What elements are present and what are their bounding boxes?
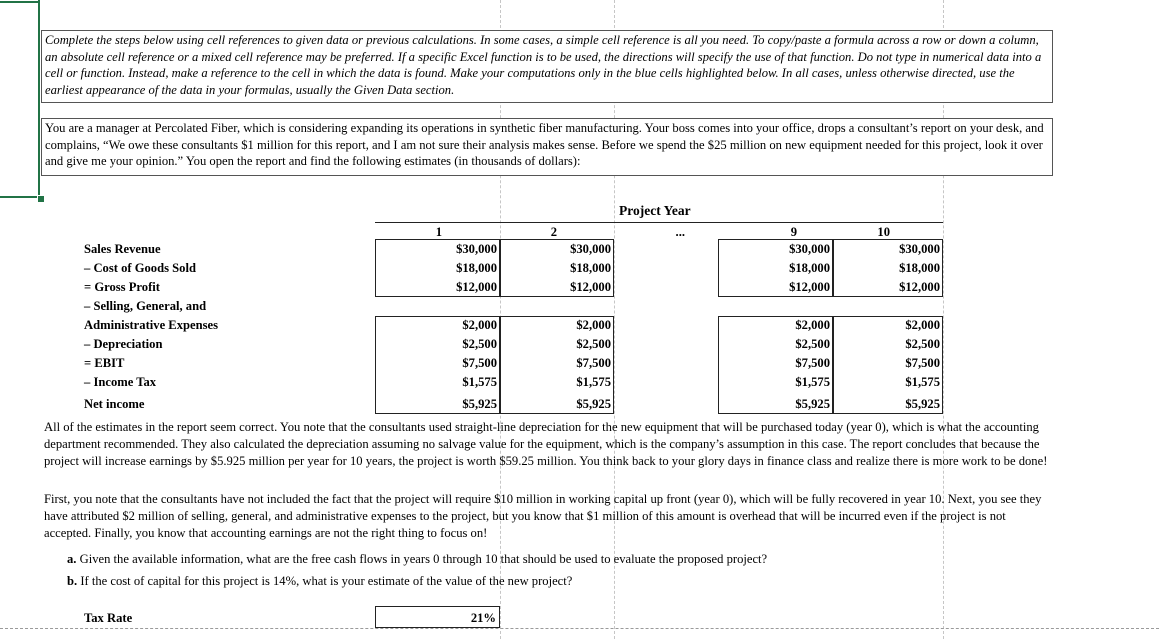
value-cell[interactable]: $12,000 — [456, 280, 497, 294]
value-cell[interactable]: $5,925 — [905, 397, 940, 411]
value-cell[interactable]: $2,500 — [795, 337, 830, 351]
value-cell[interactable]: $18,000 — [456, 261, 497, 275]
narrative-paragraph-2: First, you note that the consultants have not included the fact that the project will require $10 million in working capital up front (year 0), which will be fully recovered in year 10. Next, you see they have attributed $2 million of selling, general, and administrative expenses to the project, but you know that $1 million of this amount is overhead that will be incurred even if the project is not accepted. Finally, you know that accounting earnings are not the right thing to focus on! — [44, 492, 1042, 540]
question-a-text: Given the available information, what are the free cash flows in years 0 through 10 that should be used to evaluate the proposed project? — [79, 552, 768, 566]
question-a-letter: a. — [67, 552, 77, 566]
value-cell[interactable]: $2,500 — [905, 337, 940, 351]
value-cell[interactable]: $12,000 — [570, 280, 611, 294]
value-cell[interactable]: $7,500 — [576, 356, 611, 370]
row-label-ebit: = EBIT — [84, 356, 125, 370]
year-label-ellipsis: ... — [675, 225, 685, 239]
value-cell[interactable]: $7,500 — [905, 356, 940, 370]
value-cell[interactable]: $2,000 — [905, 318, 940, 332]
year-label-9: 9 — [790, 225, 797, 239]
value-cell[interactable]: $2,000 — [795, 318, 830, 332]
active-cell-selection[interactable] — [0, 0, 40, 198]
row-label-net-income: Net income — [84, 397, 145, 411]
instructions-textbox[interactable] — [41, 30, 1053, 103]
value-cell[interactable]: $18,000 — [899, 261, 940, 275]
question-b-text: If the cost of capital for this project is 14%, what is your estimate of the value of the new project? — [80, 574, 573, 588]
problem-intro-textbox[interactable] — [41, 118, 1053, 176]
value-cell[interactable]: $1,575 — [795, 375, 830, 389]
value-cell[interactable]: $12,000 — [789, 280, 830, 294]
value-cell[interactable]: $7,500 — [795, 356, 830, 370]
grid-row-line — [0, 628, 1159, 629]
row-label-income-tax: – Income Tax — [84, 375, 157, 389]
question-b — [67, 574, 572, 589]
value-cell[interactable]: $30,000 — [456, 242, 497, 256]
row-label-gross-profit: = Gross Profit — [84, 280, 160, 294]
tax-rate-cell[interactable]: 21% — [375, 606, 500, 628]
value-cell[interactable]: $5,925 — [576, 397, 611, 411]
year-label-2: 2 — [550, 225, 557, 239]
value-cell[interactable]: $5,925 — [462, 397, 497, 411]
row-label-sales: Sales Revenue — [84, 242, 161, 256]
value-cell[interactable]: $2,000 — [576, 318, 611, 332]
value-cell[interactable]: $18,000 — [789, 261, 830, 275]
value-cell[interactable]: $12,000 — [899, 280, 940, 294]
row-label-cogs: – Cost of Goods Sold — [84, 261, 196, 275]
value-cell[interactable]: $30,000 — [570, 242, 611, 256]
header-rule — [375, 222, 943, 223]
value-cell[interactable]: $1,575 — [905, 375, 940, 389]
year-label-1: 1 — [435, 225, 442, 239]
row-label-sga-line2: Administrative Expenses — [84, 318, 218, 332]
value-cell[interactable]: $7,500 — [462, 356, 497, 370]
value-cell[interactable]: $30,000 — [789, 242, 830, 256]
row-label-depreciation: – Depreciation — [84, 337, 163, 351]
value-cell[interactable]: $5,925 — [795, 397, 830, 411]
question-b-letter: b. — [67, 574, 78, 588]
value-cell[interactable]: $1,575 — [462, 375, 497, 389]
fill-handle[interactable] — [37, 195, 45, 203]
narrative-paragraph-1: All of the estimates in the report seem correct. You note that the consultants used straight-line depreciation for the new equipment that will be purchased today (year 0), which is what the accounting department recommended. They also calculated the depreciation assuming no salvage value for the equipment, which is the company’s assumption in this case. The report concludes that because the project will increase earnings by $5.925 million per year for 10 years, the project is worth $59.25 million. You think back to your glory days in finance class and realize there is more work to be done! — [44, 420, 1048, 468]
instructions-text: Complete the steps below using cell references to given data or previous calculations. In some cases, a simple cell reference is all you need. To copy/paste a formula across a row or down a column, an absolute cell reference or a mixed cell reference may be preferred. If a specific Excel function is to be used, the directions will specify the use of that function. Do not type in numerical data into a cell or function. Instead, make a reference to the cell in which the data is found. Make your computations only in the blue cells highlighted below. In all cases, unless otherwise directed, use the earliest appearance of the data in your formulas, usually the Given Data section. — [45, 33, 1042, 97]
row-label-sga-line1: – Selling, General, and — [84, 299, 207, 313]
value-cell[interactable]: $18,000 — [570, 261, 611, 275]
problem-intro-text: You are a manager at Percolated Fiber, which is considering expanding its operations in synthetic fiber manufacturing. Your boss comes into your office, drops a consultant’s report on your desk, and complains, “We owe these consultants $1 million for this report, and I am not sure their analysis makes sense. Before we spend the $25 million on new equipment needed for this project, look it over and give me your opinion.” You open the report and find the following estimates (in thousands of dollars): — [45, 121, 1044, 168]
year-label-10: 10 — [877, 225, 890, 239]
value-cell[interactable]: $2,500 — [462, 337, 497, 351]
value-cell[interactable]: $30,000 — [899, 242, 940, 256]
tax-rate-label: Tax Rate — [84, 611, 133, 625]
value-cell[interactable]: $2,500 — [576, 337, 611, 351]
question-a — [67, 552, 767, 567]
value-cell[interactable]: $1,575 — [576, 375, 611, 389]
project-year-header: Project Year — [619, 203, 691, 218]
value-cell[interactable]: $2,000 — [462, 318, 497, 332]
